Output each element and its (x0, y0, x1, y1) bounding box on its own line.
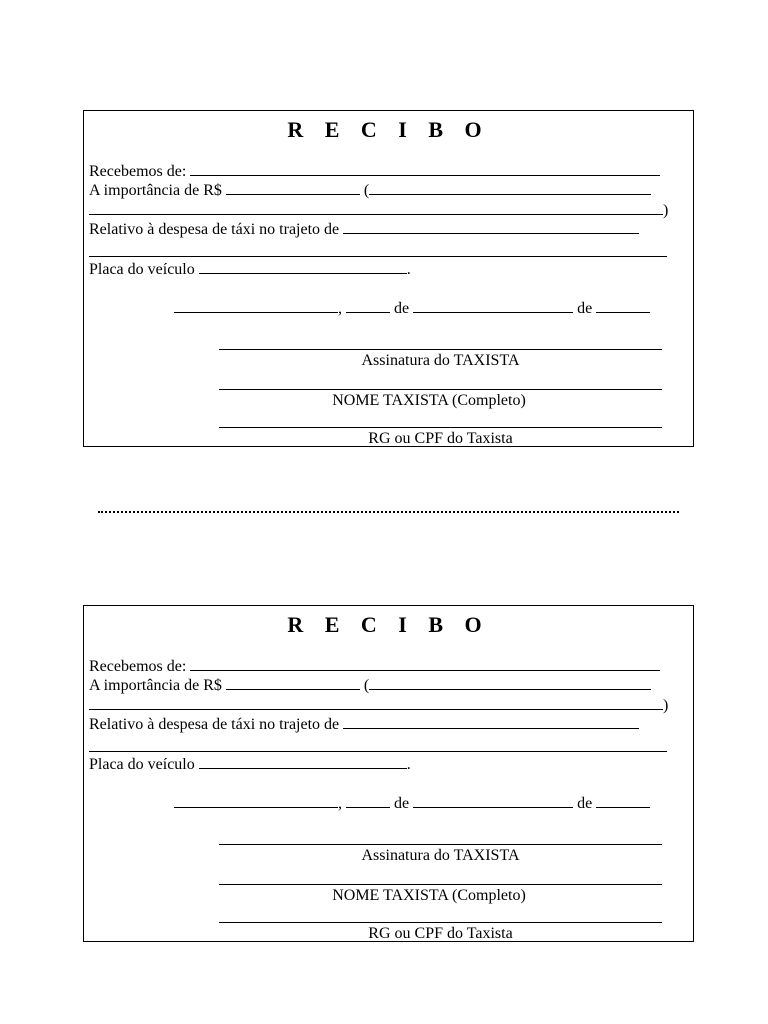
amount-row (89, 676, 651, 695)
amount-in-words-field[interactable] (369, 676, 651, 690)
id-label: RG ou CPF do Taxista (368, 925, 513, 942)
day-field[interactable] (346, 794, 390, 808)
date-row (174, 299, 650, 318)
received-from-label: Recebemos de: (89, 658, 187, 675)
plate-end: . (406, 756, 411, 773)
amount-in-words-field-2[interactable] (89, 696, 663, 710)
close-paren: ) (663, 202, 669, 219)
plate-label: Placa do veículo (89, 261, 195, 278)
route-row (89, 220, 639, 239)
receipt-2 (83, 605, 694, 942)
route-row (89, 715, 639, 734)
id-line[interactable] (219, 922, 662, 923)
amount-field[interactable] (226, 181, 360, 195)
received-from-row (89, 162, 660, 181)
receipt-title: R E C I B O (287, 612, 490, 637)
received-from-label: Recebemos de: (89, 163, 187, 180)
received-from-field[interactable] (190, 162, 660, 176)
close-paren: ) (663, 697, 669, 714)
id-line[interactable] (219, 427, 662, 428)
amount-label: A importância de R$ (89, 677, 222, 694)
route-field[interactable] (343, 715, 639, 729)
route-label: Relativo à despesa de táxi no trajeto de (89, 716, 340, 733)
name-line[interactable] (219, 389, 662, 390)
month-field[interactable] (413, 299, 573, 313)
plate-label: Placa do veículo (89, 756, 195, 773)
plate-row (89, 755, 411, 774)
amount-words-row (89, 696, 668, 715)
signature-line[interactable] (219, 844, 662, 845)
date-comma: , (338, 795, 342, 812)
route-field[interactable] (343, 220, 639, 234)
signature-label: Assinatura do TAXISTA (361, 847, 520, 864)
date-de-2: de (577, 795, 593, 812)
date-de-2: de (577, 300, 593, 317)
amount-label: A importância de R$ (89, 182, 222, 199)
received-from-row (89, 657, 660, 676)
year-field[interactable] (596, 794, 650, 808)
amount-in-words-field[interactable] (369, 181, 651, 195)
open-paren: ( (363, 677, 370, 694)
date-row (174, 794, 650, 813)
cut-line-divider (98, 511, 679, 513)
city-field[interactable] (174, 794, 338, 808)
signature-line[interactable] (219, 349, 662, 350)
amount-in-words-field-2[interactable] (89, 201, 663, 215)
id-label: RG ou CPF do Taxista (368, 430, 513, 447)
route-label: Relativo à despesa de táxi no trajeto de (89, 221, 340, 238)
amount-words-row (89, 201, 668, 220)
amount-row (89, 181, 651, 200)
route-field-2[interactable] (89, 256, 667, 257)
amount-field[interactable] (226, 676, 360, 690)
date-comma: , (338, 300, 342, 317)
plate-row (89, 260, 411, 279)
receipt-1 (83, 110, 694, 447)
receipt-title: R E C I B O (287, 117, 490, 142)
date-de-1: de (394, 795, 410, 812)
date-de-1: de (394, 300, 410, 317)
name-line[interactable] (219, 884, 662, 885)
plate-field[interactable] (199, 260, 407, 274)
name-label: NOME TAXISTA (Completo) (332, 887, 526, 904)
city-field[interactable] (174, 299, 338, 313)
route-field-2[interactable] (89, 751, 667, 752)
open-paren: ( (363, 182, 370, 199)
month-field[interactable] (413, 794, 573, 808)
received-from-field[interactable] (190, 657, 660, 671)
plate-field[interactable] (199, 755, 407, 769)
day-field[interactable] (346, 299, 390, 313)
name-label: NOME TAXISTA (Completo) (332, 392, 526, 409)
year-field[interactable] (596, 299, 650, 313)
signature-label: Assinatura do TAXISTA (361, 352, 520, 369)
plate-end: . (406, 261, 411, 278)
